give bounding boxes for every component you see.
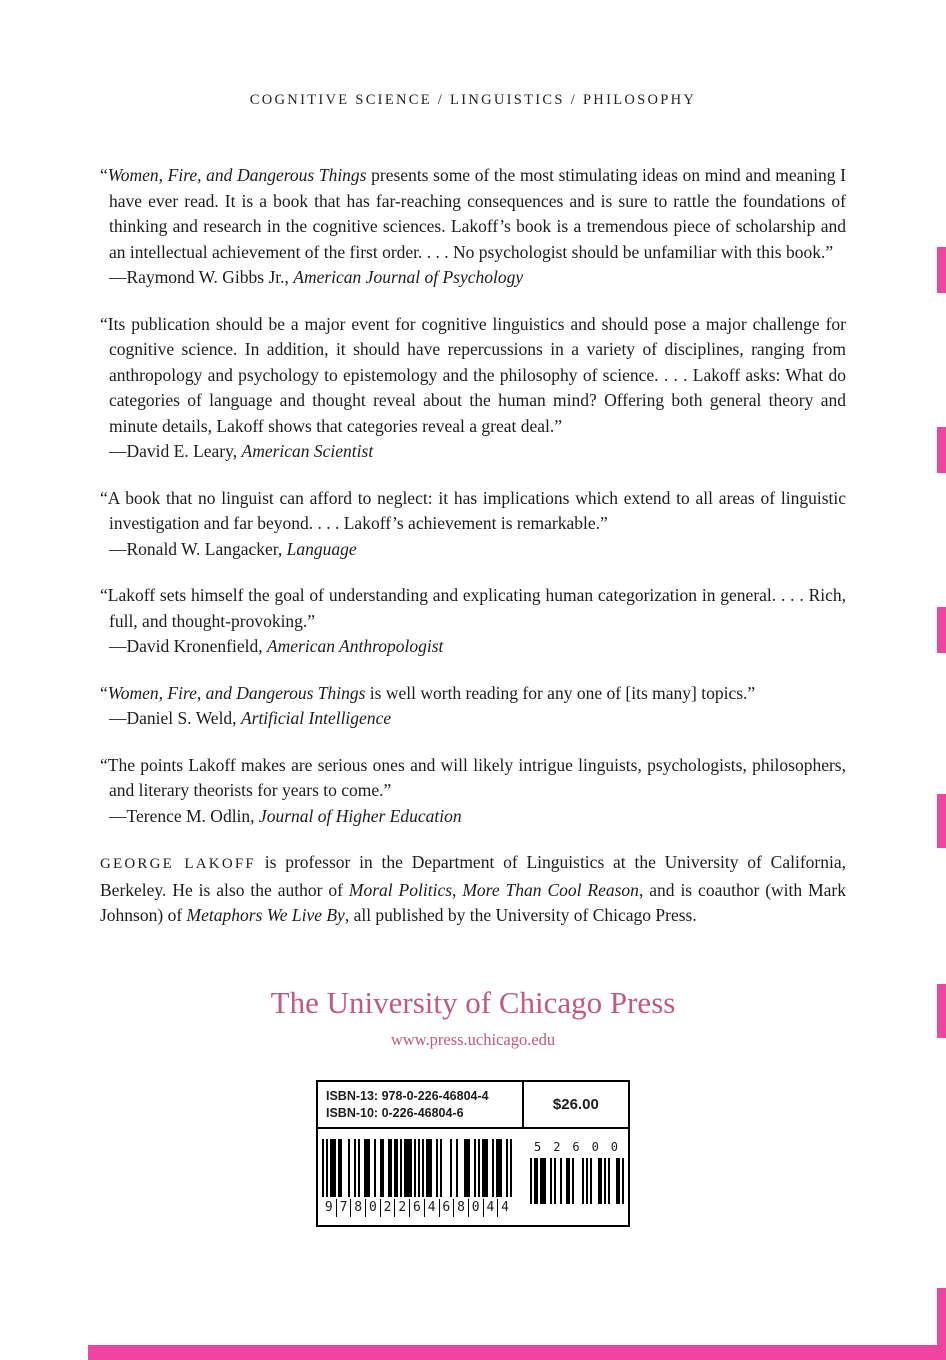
barcode-digit: 0 xyxy=(610,1139,619,1154)
quote-attribution: —Ronald W. Langacker, Language xyxy=(109,538,357,559)
barcode-bar xyxy=(534,1158,538,1204)
barcode-bar xyxy=(572,1158,574,1204)
barcode-bar xyxy=(358,1139,360,1197)
barcode-digit: 8 xyxy=(453,1199,468,1217)
barcode-digit: 8 xyxy=(350,1199,365,1217)
quote-attribution: —David Kronenfield, American Anthropologist xyxy=(109,636,444,656)
review-quote xyxy=(100,163,846,291)
ean13-digits xyxy=(322,1199,512,1217)
barcode-bar xyxy=(394,1139,398,1197)
barcode-digit: 0 xyxy=(591,1139,599,1154)
barcode-bar xyxy=(354,1139,356,1197)
barcode-bar xyxy=(330,1139,336,1197)
barcode-bar xyxy=(560,1158,562,1204)
barcode-digit: 6 xyxy=(439,1199,454,1217)
barcode-bar xyxy=(608,1158,610,1204)
barcode-digit: 4 xyxy=(483,1199,498,1217)
pink-bottom-strip xyxy=(88,1345,946,1360)
barcode-bar xyxy=(616,1158,620,1204)
quote-text: “Lakoff sets himself the goal of understanding and explicating human categorization in general. . . . Rich, full, and thought-provoking.” xyxy=(100,585,846,631)
pink-edge-mark xyxy=(937,427,946,473)
barcode-bar xyxy=(364,1139,370,1197)
publisher-url: www.press.uchicago.edu xyxy=(390,1029,556,1049)
quote-attribution: —David E. Leary, American Scientist xyxy=(109,441,374,461)
barcode-bar xyxy=(550,1158,552,1204)
barcode-bar xyxy=(492,1139,494,1197)
quote-attribution: —Daniel S. Weld, Artificial Intelligence xyxy=(109,708,392,728)
barcode-body xyxy=(318,1129,628,1225)
barcode-bar xyxy=(540,1158,546,1204)
barcode-bar xyxy=(530,1158,532,1204)
barcode-digit: 9 xyxy=(324,1199,333,1215)
barcode-bar xyxy=(436,1139,438,1197)
author-bio-text: GEORGE LAKOFF is professor in the Department of Linguistics at the University of California, Berkeley. He is also the author of Moral Politics, More Than Cool Reason, and is coauthor (with Mark Johnson) of Metaphors We Live By, all published by the University of Chicago Press. xyxy=(100,852,847,925)
review-quote xyxy=(100,486,846,563)
barcode-digit: 2 xyxy=(553,1139,561,1154)
barcode-bar xyxy=(622,1158,624,1204)
barcode-digit: 7 xyxy=(336,1199,351,1217)
barcode-digit: 2 xyxy=(380,1199,395,1217)
barcode-bar xyxy=(380,1139,384,1197)
review-quote xyxy=(100,583,846,660)
quote-text: “A book that no linguist can afford to neglect: it has implications which extend to all areas of linguistic investigation and far beyond. . . . Lakoff’s achievement is remarkable.” xyxy=(100,487,846,533)
barcode-block xyxy=(316,1080,630,1227)
barcode-digit: 6 xyxy=(409,1199,424,1217)
addon-barcode xyxy=(528,1158,624,1204)
barcode-bar xyxy=(348,1139,350,1197)
barcode-bar xyxy=(388,1139,392,1197)
barcode-bar xyxy=(586,1158,588,1204)
barcode-bar xyxy=(474,1139,476,1197)
isbn-labels xyxy=(318,1082,524,1127)
quote-text: “The points Lakoff makes are serious ones and will likely intrigue linguists, psychologists, philosophers, and literary theorists for years to come.” xyxy=(100,754,846,800)
barcode-bar xyxy=(482,1139,488,1197)
category-line: COGNITIVE SCIENCE / LINGUISTICS / PHILOSOPHY xyxy=(249,92,697,108)
barcode-bar xyxy=(506,1139,508,1197)
publisher-name: The University of Chicago Press xyxy=(270,984,676,1020)
barcode-bar xyxy=(338,1139,342,1197)
ean13-barcode xyxy=(322,1139,512,1197)
barcode-bar xyxy=(414,1139,416,1197)
barcode-digit: 2 xyxy=(394,1199,409,1217)
isbn10-label: ISBN-10: 0-226-46804-6 xyxy=(326,1105,464,1120)
isbn13-label: ISBN-13: 978-0-226-46804-4 xyxy=(326,1088,489,1103)
barcode-digit: 4 xyxy=(497,1199,512,1217)
price-label: $26.00 xyxy=(552,1095,599,1113)
barcode-bar xyxy=(496,1139,502,1197)
review-quote xyxy=(100,753,846,830)
quote-text: “Women, Fire, and Dangerous Things presents some of the most stimulating ideas on mind and meaning I have ever read. It is a book that has far-reaching consequences and is sure to rattle the foundations of thinking and research in the cognitive sciences. Lakoff’s book is a tremendous piece of scholarship and an intellectual achievement of the first order. . . . No psychologist should be unfamiliar with this book.” xyxy=(100,165,847,262)
pink-edge-mark xyxy=(937,984,946,1038)
author-bio xyxy=(100,850,846,929)
barcode-header xyxy=(318,1082,628,1129)
barcode-bar xyxy=(590,1158,592,1204)
review-quote xyxy=(100,681,846,732)
pink-edge-mark xyxy=(937,607,946,653)
quote-text: “Its publication should be a major event for cognitive linguistics and should pose a major challenge for cognitive science. In addition, it should have repercussions in a variety of disciplines, ranging from anthropology and psychology to epistemology and the philosophy of science. . . . Lakoff asks: What do categories of language and thought reveal about the human mind? Offering both general theory and minute details, Lakoff shows that categories reveal a great deal.” xyxy=(100,313,846,436)
barcode-digit: 0 xyxy=(365,1199,380,1217)
barcode-bar xyxy=(510,1139,512,1197)
ean13-group xyxy=(322,1139,512,1217)
barcode-bar xyxy=(582,1158,584,1204)
review-quote xyxy=(100,312,846,465)
barcode-digit: 5 xyxy=(533,1139,542,1154)
barcode-bar xyxy=(478,1139,480,1197)
barcode-bar xyxy=(554,1158,556,1204)
barcode-digit: 0 xyxy=(468,1199,483,1217)
barcode-bar xyxy=(456,1139,458,1197)
pink-edge-mark xyxy=(937,794,946,848)
addon-group xyxy=(528,1139,624,1204)
barcode-bar xyxy=(400,1139,402,1197)
barcode-bar xyxy=(464,1139,470,1197)
barcode-bar xyxy=(422,1139,424,1197)
quote-text: “Women, Fire, and Dangerous Things is well worth reading for any one of [its many] topics.” xyxy=(100,682,756,703)
barcode-bar xyxy=(566,1158,570,1204)
barcode-bar xyxy=(598,1158,602,1204)
barcode-digit: 6 xyxy=(572,1139,580,1154)
addon-digits xyxy=(528,1139,624,1155)
publisher-block xyxy=(100,985,846,1050)
barcode-digit: 4 xyxy=(424,1199,439,1217)
pink-edge-mark xyxy=(937,247,946,293)
quote-attribution: —Terence M. Odlin, Journal of Higher Education xyxy=(109,805,462,826)
barcode-bar xyxy=(604,1158,606,1204)
barcode-bar xyxy=(418,1139,420,1197)
barcode-bar xyxy=(440,1139,442,1197)
barcode-bar xyxy=(404,1139,412,1197)
barcode-bar xyxy=(450,1139,452,1197)
barcode-bar xyxy=(426,1139,432,1197)
quote-attribution: —Raymond W. Gibbs Jr., American Journal of Psychology xyxy=(109,267,524,287)
barcode-bar xyxy=(374,1139,376,1197)
barcode-bar xyxy=(326,1139,328,1197)
barcode-bar xyxy=(322,1139,324,1197)
